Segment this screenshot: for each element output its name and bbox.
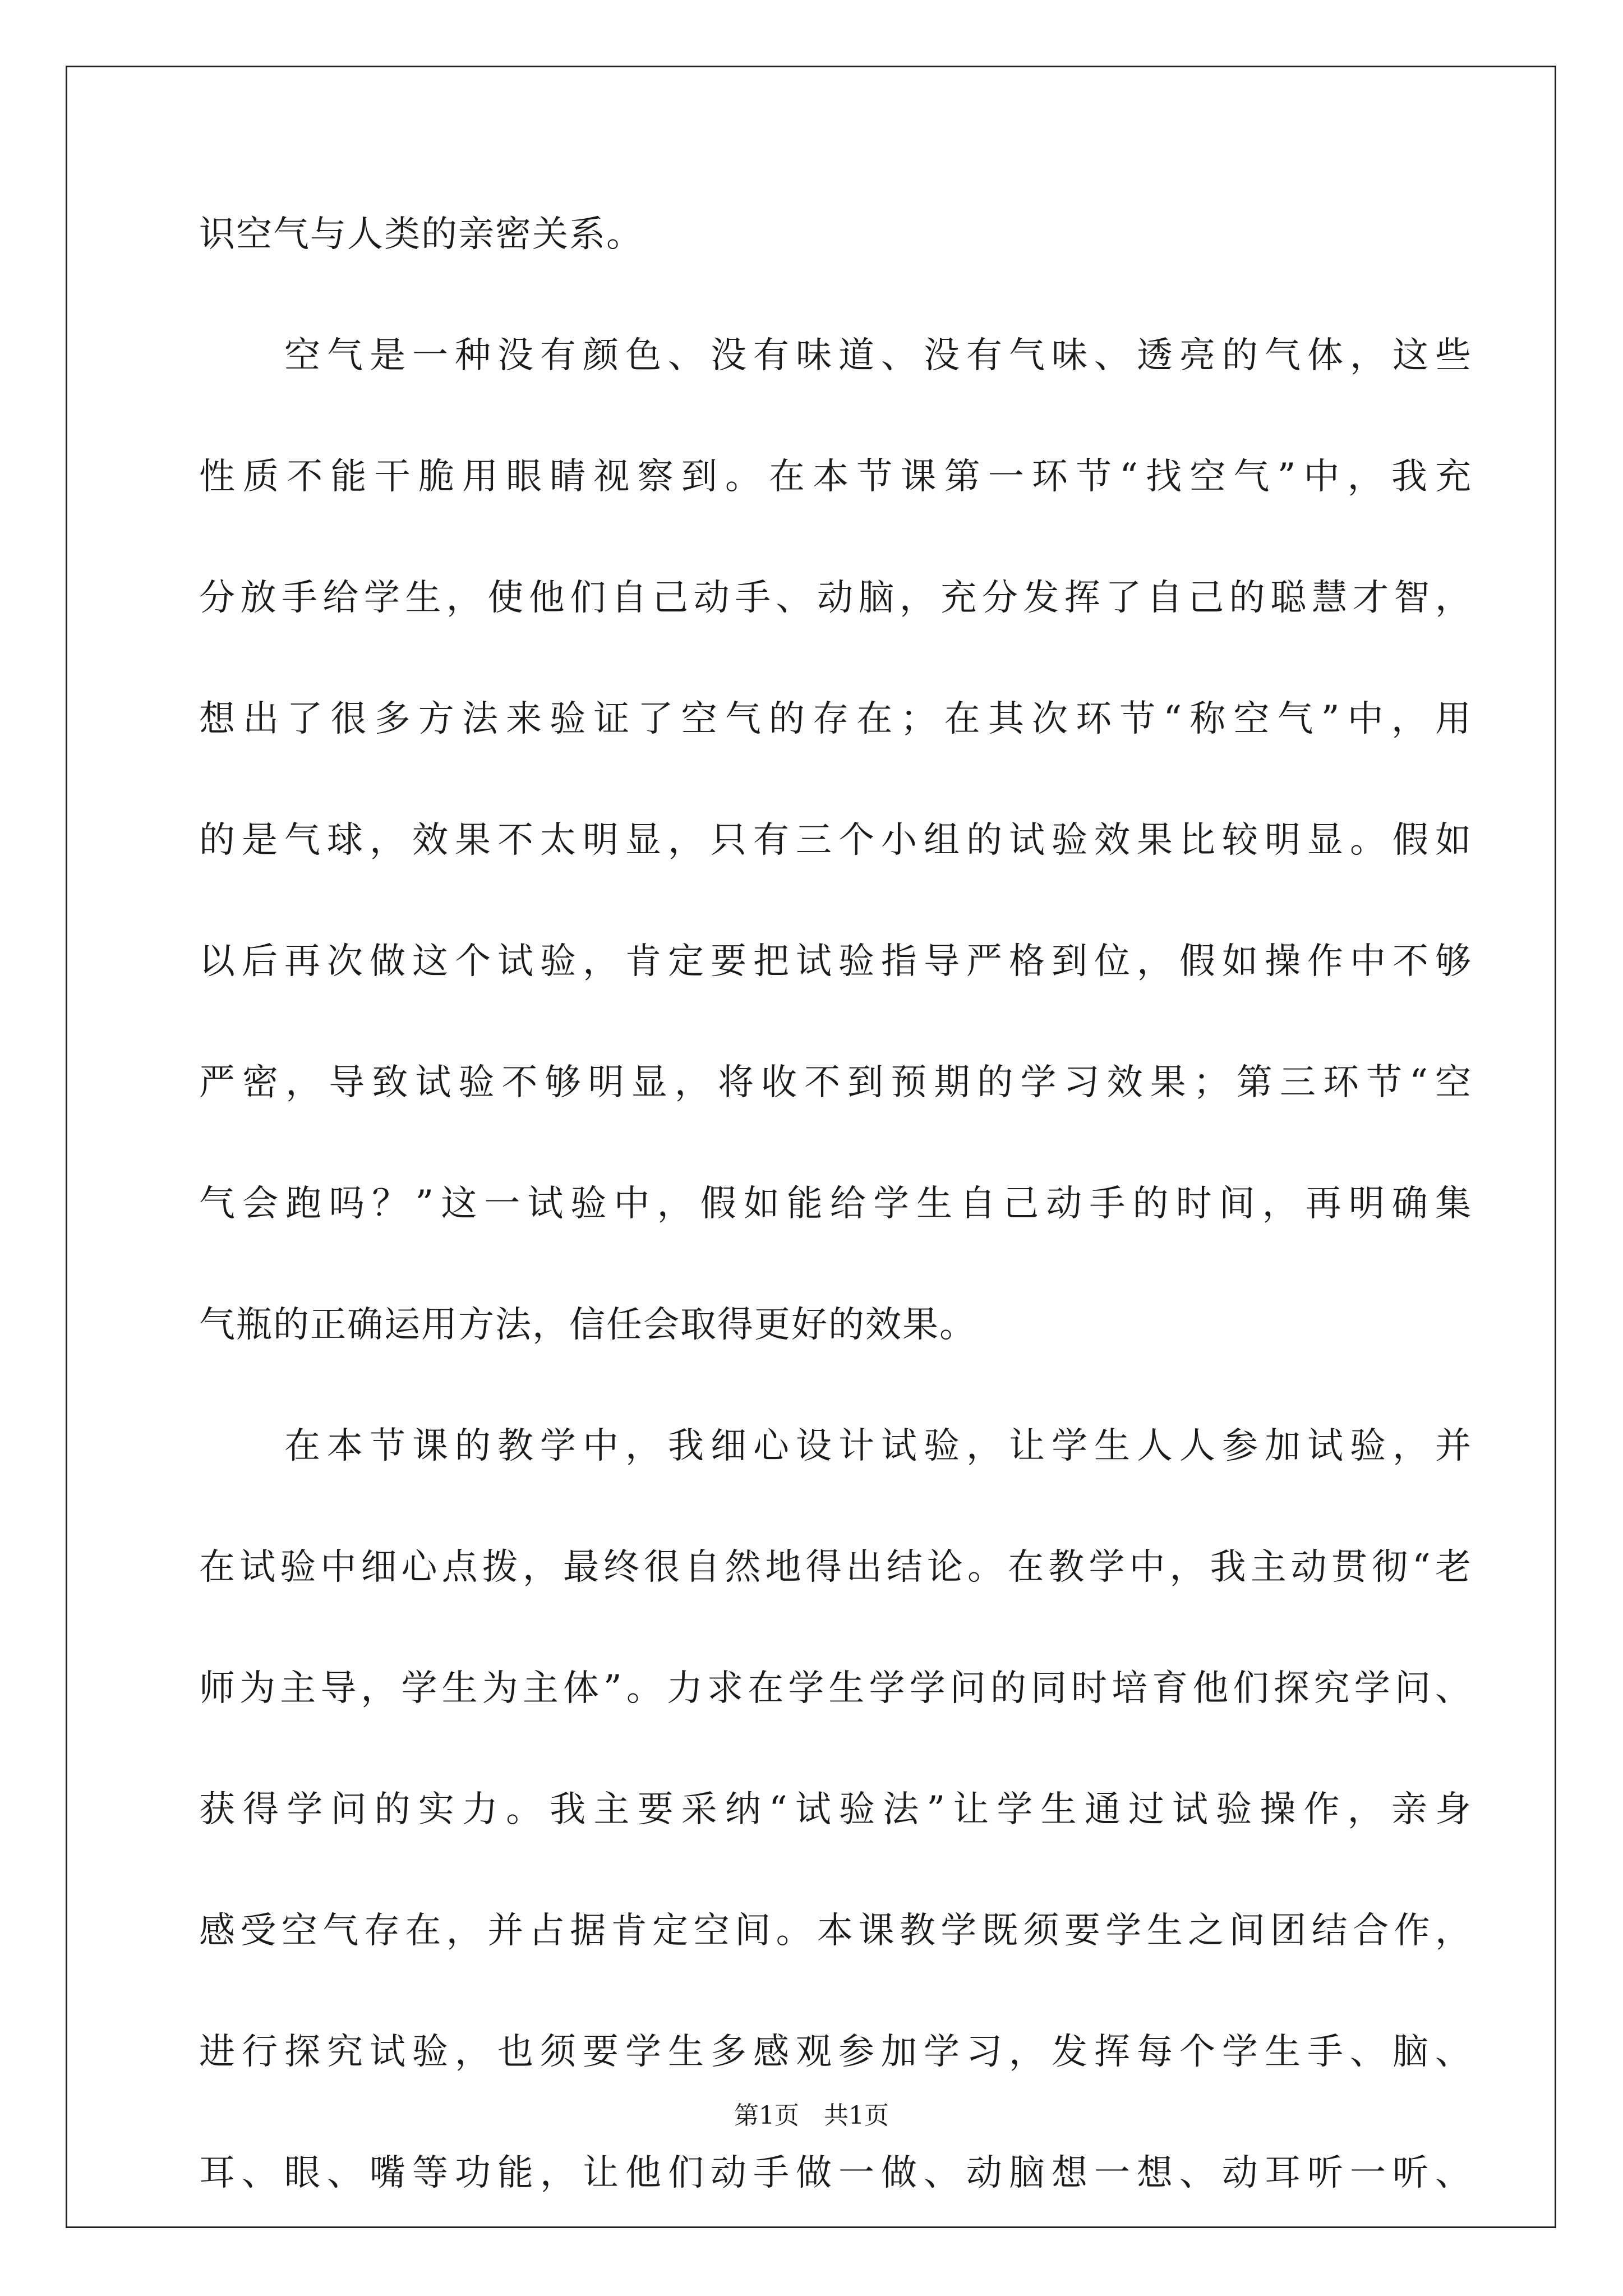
text-line-15: 感受空气存在，并占据肯定空间。本课教学既须要学生之间团结合作，: [199, 1910, 1472, 1952]
text-line-9: 气会跑吗？”这一试验中，假如能给学生自己动手的时间，再明确集: [199, 1183, 1472, 1225]
text-line-3: 性质不能干脆用眼睛视察到。在本节课第一环节“找空气”中，我充: [199, 456, 1472, 498]
text-line-12: 在试验中细心点拨，最终很自然地得出结论。在教学中，我主动贯彻“老: [199, 1547, 1472, 1588]
text-line-11: 在本节课的教学中，我细心设计试验，让学生人人参加试验，并: [199, 1425, 1472, 1467]
text-line-2: 空气是一种没有颜色、没有味道、没有气味、透亮的气体，这些: [199, 335, 1472, 376]
text-line-14: 获得学问的实力。我主要采纳“试验法”让学生通过试验操作，亲身: [199, 1789, 1472, 1830]
text-line-5: 想出了很多方法来验证了空气的存在；在其次环节“称空气”中，用: [199, 698, 1472, 740]
text-line-4: 分放手给学生，使他们自己动手、动脑，充分发挥了自己的聪慧才智，: [199, 577, 1472, 619]
page-number: 第1页: [734, 2101, 799, 2130]
text-line-8: 严密，导致试验不够明显，将收不到预期的学习效果；第三环节“空: [199, 1062, 1472, 1103]
text-line-16: 进行探究试验，也须要学生多感观参加学习，发挥每个学生手、脑、: [199, 2031, 1472, 2073]
page-border: [66, 66, 1556, 2228]
text-line-1: 识空气与人类的亲密关系。: [199, 214, 643, 255]
text-line-13: 师为主导，学生为主体”。力求在学生学学问的同时培育他们探究学问、: [199, 1668, 1472, 1709]
text-line-10: 气瓶的正确运用方法，信任会取得更好的效果。: [199, 1304, 976, 1346]
text-line-17: 耳、眼、嘴等功能，让他们动手做一做、动脑想一想、动耳听一听、: [199, 2152, 1472, 2194]
page-footer: [0, 2101, 1623, 2130]
text-line-7: 以后再次做这个试验，肯定要把试验指导严格到位，假如操作中不够: [199, 941, 1472, 982]
total-pages: 共1页: [824, 2101, 889, 2130]
text-line-6: 的是气球，效果不太明显，只有三个小组的试验效果比较明显。假如: [199, 820, 1472, 861]
